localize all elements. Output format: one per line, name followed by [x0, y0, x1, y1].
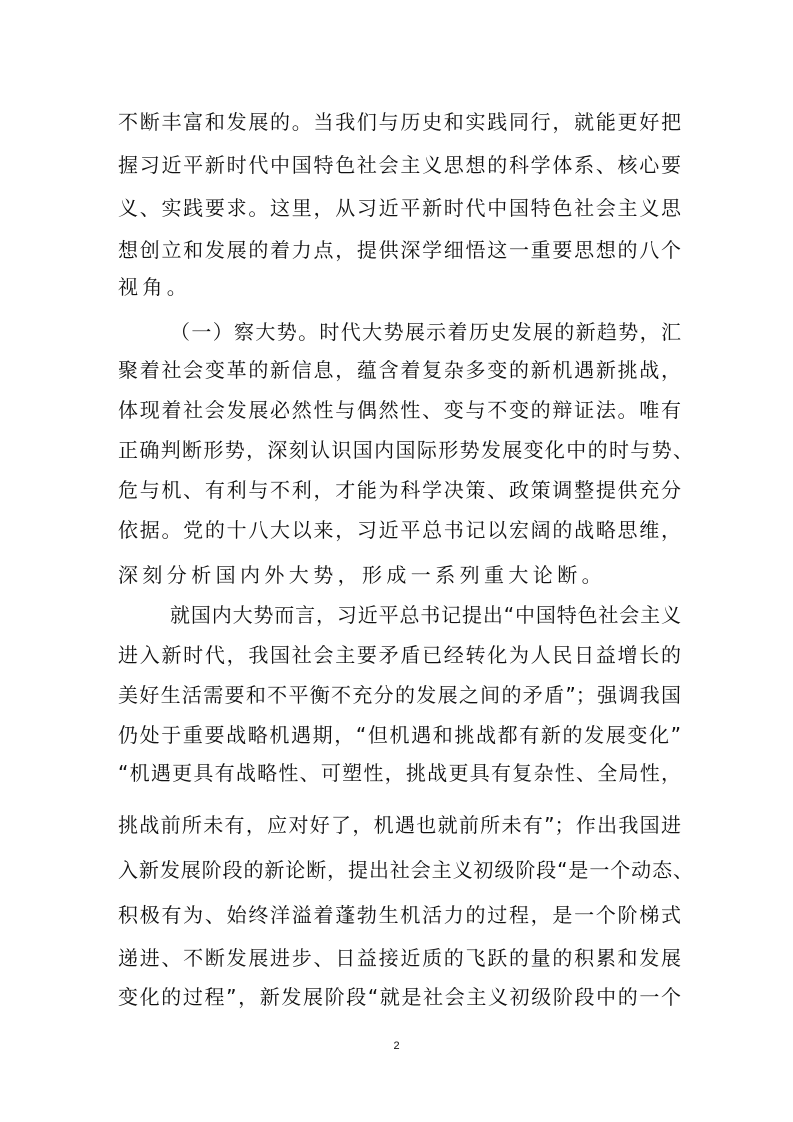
- paragraph-2-line: 深刻分析国内外大势，形成一系列重大论断。: [118, 563, 606, 587]
- paragraph-3-line: 积极有为、始终洋溢着蓬勃生机活力的过程，是一个阶梯式: [118, 903, 681, 927]
- page-number: 2: [393, 1040, 400, 1052]
- paragraph-3-line: 变化的过程”，新发展阶段“就是社会主义初级阶段中的一个: [118, 985, 681, 1009]
- paragraph-3-line: 仍处于重要战略机遇期，“但机遇和挑战都有新的发展变化”: [118, 723, 681, 747]
- paragraph-2-line: （一）察大势。时代大势展示着历史发展的新趋势，汇: [170, 320, 681, 344]
- paragraph-2-line: 危与机、有利与不利，才能为科学决策、政策调整提供充分: [118, 478, 681, 502]
- paragraph-2-line: 依据。党的十八大以来，习近平总书记以宏阔的战略思维，: [118, 518, 681, 542]
- paragraph-3-line: 挑战前所未有，应对好了，机遇也就前所未有”；作出我国进: [118, 813, 681, 837]
- paragraph-1-line: 想创立和发展的着力点，提供深学细悟这一重要思想的八个: [118, 238, 681, 262]
- paragraph-3-line: 就国内大势而言，习近平总书记提出“中国特色社会主义: [170, 603, 681, 627]
- paragraph-3-line: “机遇更具有战略性、可塑性，挑战更具有复杂性、全局性，: [118, 761, 681, 785]
- paragraph-3-line: 美好生活需要和不平衡不充分的发展之间的矛盾”；强调我国: [118, 683, 681, 707]
- paragraph-1-line: 义、实践要求。这里，从习近平新时代中国特色社会主义思: [118, 196, 681, 220]
- paragraph-3-line: 进入新时代，我国社会主要矛盾已经转化为人民日益增长的: [118, 643, 681, 667]
- paragraph-1-line: 握习近平新时代中国特色社会主义思想的科学体系、核心要: [118, 153, 681, 177]
- paragraph-1-line: 不断丰富和发展的。当我们与历史和实践同行，就能更好把: [118, 110, 681, 134]
- paragraph-2-line: 正确判断形势，深刻认识国内国际形势发展变化中的时与势、: [118, 438, 693, 462]
- paragraph-3-line: 入新发展阶段的新论断，提出社会主义初级阶段“是一个动态、: [118, 858, 693, 882]
- paragraph-2-line: 体现着社会发展必然性与偶然性、变与不变的辩证法。唯有: [118, 398, 681, 422]
- paragraph-2-line: 聚着社会变革的新信息，蕴含着复杂多变的新机遇新挑战，: [118, 358, 681, 382]
- paragraph-1-line: 视角。: [118, 275, 192, 299]
- paragraph-3-line: 递进、不断发展进步、日益接近质的飞跃的量的积累和发展: [118, 946, 681, 970]
